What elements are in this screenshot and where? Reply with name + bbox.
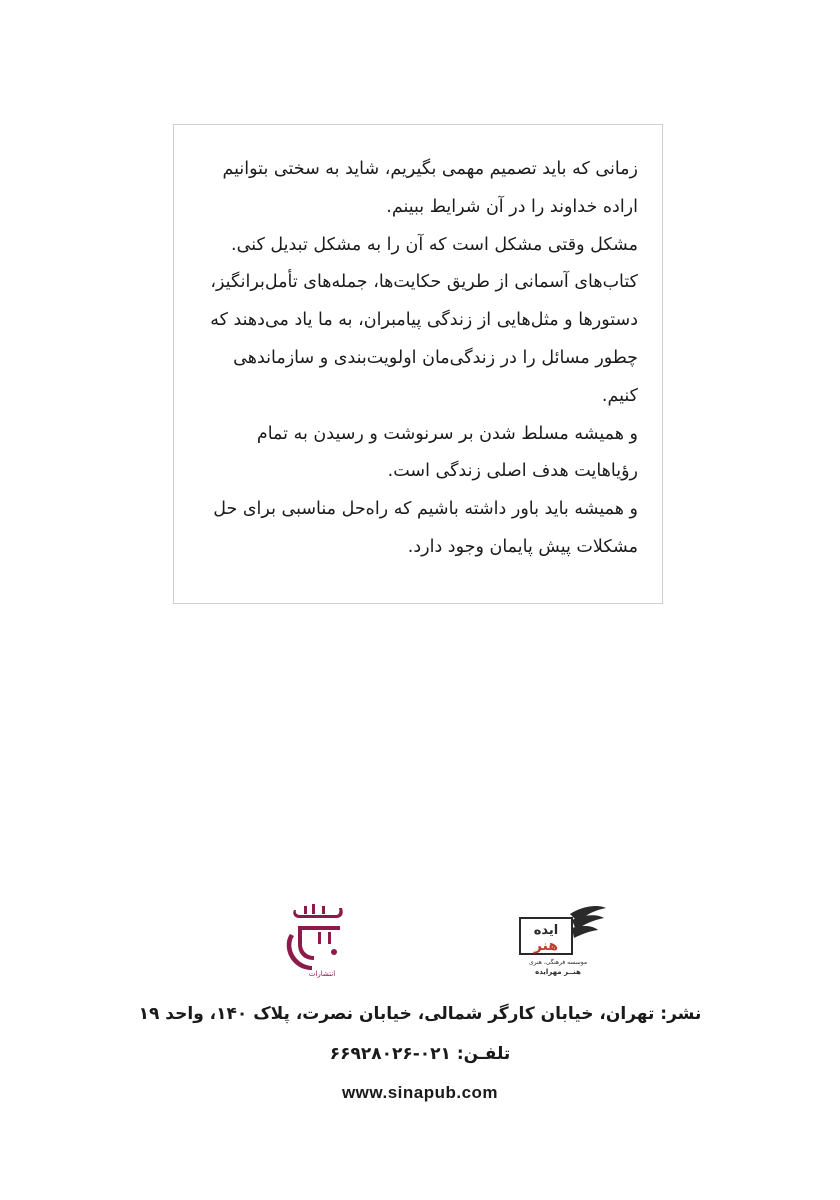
sina-noavaran-logo — [282, 900, 352, 978]
text-line: کنیم. — [601, 385, 638, 406]
honar-caption-1: موسسه فرهنگی، هنری — [528, 959, 588, 966]
honar-caption-2: هنــر مهرایده — [535, 968, 581, 976]
svg-text:هنر: هنر — [533, 938, 559, 954]
text-line: مشکلات پیش پایمان وجود دارد. — [407, 536, 638, 557]
publisher-logos — [0, 900, 840, 990]
svg-text:ایده: ایده — [533, 923, 559, 938]
text-line: مشکل وقتی مشکل است که آن را به مشکل تبدیل کنی. — [231, 234, 638, 255]
sina-subtitle: انتشارات — [308, 970, 336, 978]
back-cover-text-box — [173, 124, 663, 604]
publisher-address: نشر: تهران، خیابان کارگر شمالی، خیابان نصرت، پلاک ۱۴۰، واحد ۱۹ — [138, 1004, 702, 1024]
text-line: و همیشه باید باور داشته باشیم که راه‌حل مناسبی برای حل — [213, 499, 638, 520]
text-line: دستورها و مثل‌هایی از زندگی پیامبران، به ما یاد می‌دهند که — [210, 310, 638, 331]
honar-mehr-ideh-logo — [512, 904, 608, 978]
text-line: رؤیاهایت هدف اصلی زندگی است. — [387, 461, 638, 482]
text-line: اراده خداوند را در آن شرایط ببینم. — [386, 196, 638, 217]
text-line: کتاب‌های آسمانی از طریق حکایت‌ها، جمله‌های تأمل‌برانگیز، — [210, 272, 638, 293]
publisher-phone: تلفـن: ۰۲۱-۶۶۹۲۸۰۲۶ — [329, 1044, 511, 1064]
text-line: و همیشه مسلط شدن بر سرنوشت و رسیدن به تمام — [256, 423, 638, 444]
publisher-website[interactable]: www.sinapub.com — [341, 1083, 499, 1102]
text-line: زمانی که باید تصمیم مهمی بگیریم، شاید به سختی بتوانیم — [222, 159, 638, 179]
text-line: چطور مسائل را در زندگی‌مان اولویت‌بندی و سازماندهی — [233, 347, 638, 368]
